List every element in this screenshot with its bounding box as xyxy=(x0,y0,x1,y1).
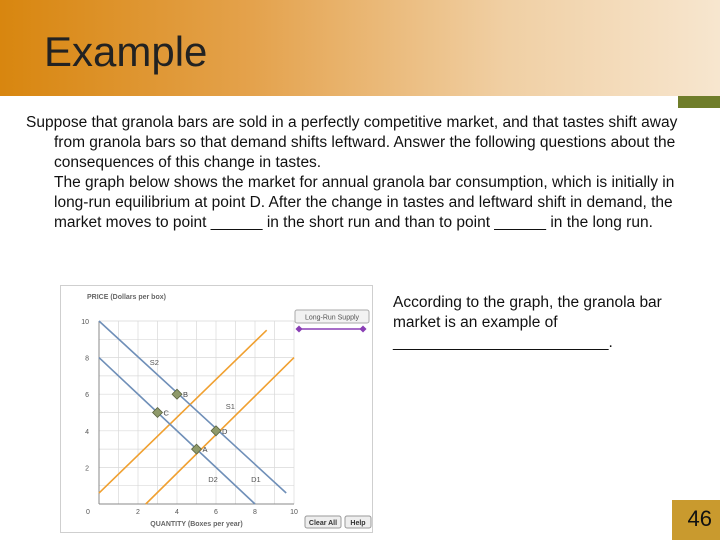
y-tick-label: 8 xyxy=(85,355,89,363)
question-text: According to the graph, the granola bar market is an example of _________________________. xyxy=(393,294,662,351)
paragraph-graph-intro: The graph below shows the market for annual granola bar consumption, which is initially in long-run equilibrium at point D. After the change in tastes and leftward shift in demand, the market moves to point ______ in the short run and than to point ______ in the long run. xyxy=(54,174,675,231)
point-label-c: C xyxy=(163,408,169,418)
x-tick-label: 10 xyxy=(290,509,298,516)
legend-label: Long-Run Supply xyxy=(304,314,360,322)
x-tick-label: 6 xyxy=(214,509,218,516)
x-tick-label: 2 xyxy=(136,509,140,516)
y-tick-label: 6 xyxy=(85,392,89,400)
supply-demand-chart xyxy=(61,286,374,534)
y-axis-title: PRICE (Dollars per box) xyxy=(87,294,166,301)
y-tick-label: 4 xyxy=(85,428,89,436)
x-tick-label: 8 xyxy=(253,509,257,516)
point-b[interactable] xyxy=(172,389,182,399)
series-label-s1: S1 xyxy=(225,401,235,411)
slide-title: Example xyxy=(44,28,208,75)
series-label-s2: S2 xyxy=(149,357,159,367)
series-label-d1: D1 xyxy=(251,475,261,485)
x-axis-title: QUANTITY (Boxes per year) xyxy=(150,521,243,528)
x-tick-label: 4 xyxy=(175,509,179,516)
paragraph-scenario: Suppose that granola bars are sold in a perfectly competitive market, and that tastes shift away from granola bars so that demand shifts leftward. Answer the following questions about the consequences of this change in tastes. xyxy=(26,114,678,171)
point-label-a: A xyxy=(202,445,208,455)
point-label-d: D xyxy=(222,426,228,436)
graph-panel xyxy=(60,285,373,533)
page-number: 46 xyxy=(687,506,712,531)
point-label-b: B xyxy=(183,390,189,400)
y-tick-label: 10 xyxy=(81,319,89,326)
series-line-s2 xyxy=(99,330,267,493)
help-label: Help xyxy=(350,520,366,527)
clear-all-label: Clear All xyxy=(308,520,338,527)
accent-strip xyxy=(678,96,720,108)
series-label-d2: D2 xyxy=(208,475,218,485)
y-tick-label: 2 xyxy=(85,465,89,473)
x-tick-label: 0 xyxy=(86,509,90,516)
legend-lrs-marker-right xyxy=(359,325,366,332)
legend-lrs-marker-left xyxy=(295,325,302,332)
body-text xyxy=(26,113,681,233)
point-d[interactable] xyxy=(211,426,221,436)
page-number-box xyxy=(672,500,720,540)
